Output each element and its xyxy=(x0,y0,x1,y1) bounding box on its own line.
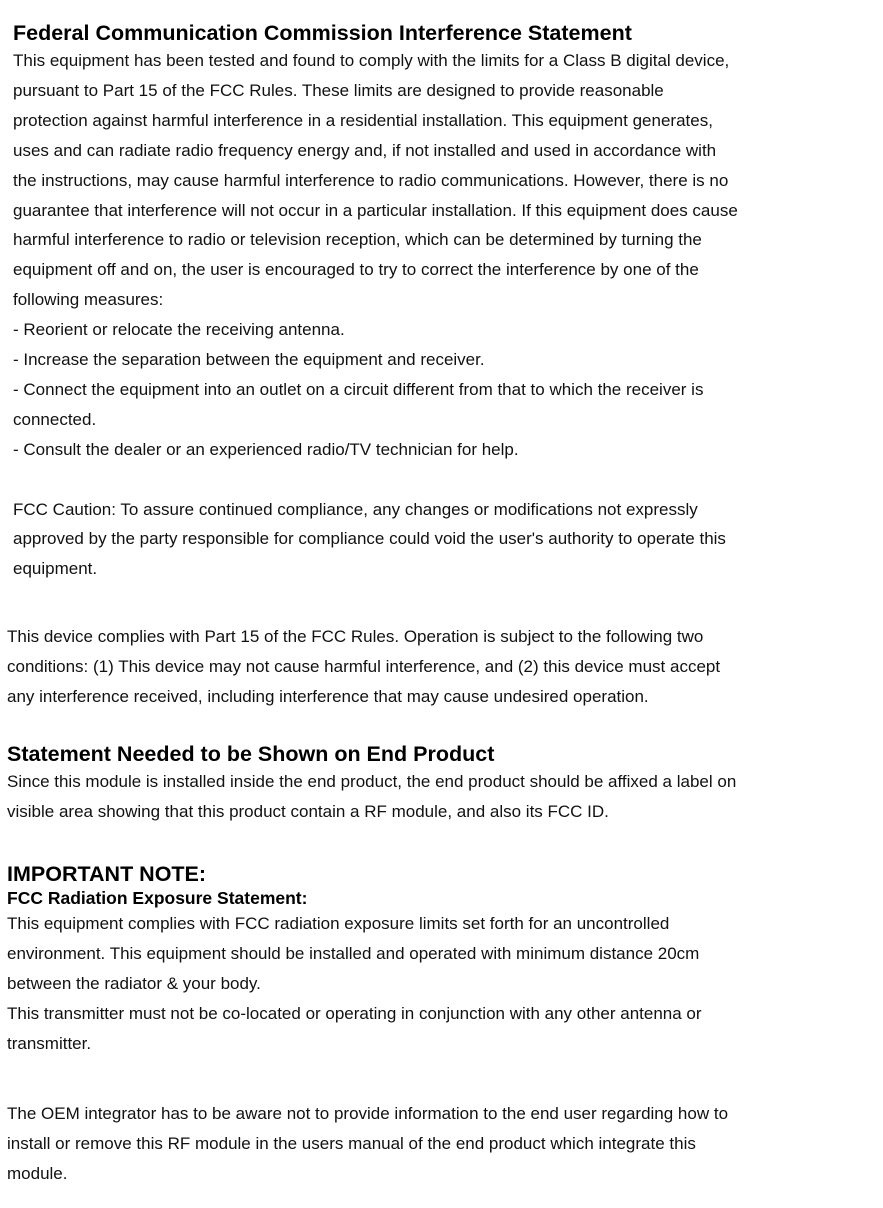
part15-compliance-section xyxy=(7,622,875,712)
fcc-interference-heading: Federal Communication Commission Interference Statement xyxy=(13,21,632,45)
end-product-heading: Statement Needed to be Shown on End Product xyxy=(7,742,495,766)
part15-compliance-paragraph: This device complies with Part 15 of the FCC Rules. Operation is subject to the following two conditions: (1) This device may not cause harmful interference, and (2) this device must accept any interference received, including interference that may cause undesired operation. xyxy=(7,627,721,706)
measure-item-outlet: - Connect the equipment into an outlet on a circuit different from that to which the receiver is connected. xyxy=(13,379,704,429)
oem-note-section xyxy=(7,1099,875,1189)
important-note-section xyxy=(7,861,875,1059)
end-product-section xyxy=(7,741,875,827)
radiation-exposure-paragraph: This equipment complies with FCC radiation exposure limits set forth for an uncontrolled environment. This equipment should be installed and operated with minimum distance 20cm between the radiator & your body. xyxy=(7,914,700,993)
oem-integrator-paragraph: The OEM integrator has to be aware not to provide information to the end user regarding how to install or remove this RF module in the users manual of the end product which integrate this module. xyxy=(7,1104,729,1183)
measures-list xyxy=(13,315,875,465)
measure-item-separation: - Increase the separation between the equipment and receiver. xyxy=(13,350,485,370)
radiation-exposure-subheading: FCC Radiation Exposure Statement: xyxy=(7,888,308,908)
fcc-caution-paragraph: FCC Caution: To assure continued compliance, any changes or modifications not expressly approved by the party responsible for compliance could void the user's authority to operate this equipment. xyxy=(13,499,726,579)
important-note-heading: IMPORTANT NOTE: xyxy=(7,862,207,886)
fcc-interference-body: This equipment has been tested and found to comply with the limits for a Class B digital device, pursuant to Part 15 of the FCC Rules. These limits are designed to provide reasonable protection against harmful interference in a residential installation. This equipment generates, uses and can radiate radio frequency energy and, if not installed and used in accordance with the instructions, may cause harmful interference to radio communications. However, there is no guarantee that interference will not occur in a particular installation. If this equipment does cause harmful interference to radio or television reception, which can be determined by turning the equipment off and on, the user is encouraged to try to correct the interference by one of the following measures: xyxy=(13,51,738,310)
measure-item-reorient: - Reorient or relocate the receiving antenna. xyxy=(13,320,345,340)
fcc-interference-section xyxy=(13,20,875,584)
end-product-paragraph: Since this module is installed inside the end product, the end product should be affixed a label on visible area showing that this product contain a RF module, and also its FCC ID. xyxy=(7,772,737,821)
colocation-paragraph: This transmitter must not be co-located or operating in conjunction with any other antenna or transmitter. xyxy=(7,1003,702,1053)
measure-item-consult: - Consult the dealer or an experienced radio/TV technician for help. xyxy=(13,439,519,459)
